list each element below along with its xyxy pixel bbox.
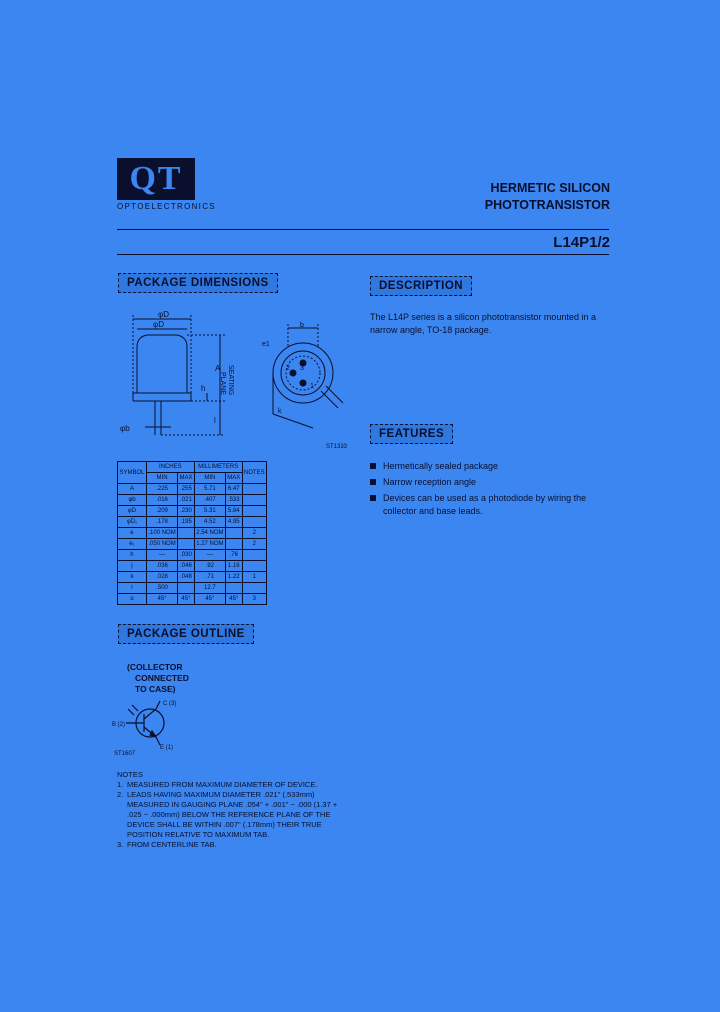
table-row <box>118 484 267 495</box>
pin-3-label: 3 <box>300 365 304 372</box>
table-cell: 1.22 <box>226 572 243 583</box>
dim-label-b: b <box>300 322 304 329</box>
bullet-icon <box>370 495 376 501</box>
table-cell: .050 NOM <box>146 539 177 550</box>
table-cell: 4.52 <box>194 517 225 528</box>
dim-label-e1: e1 <box>262 341 270 348</box>
table-row <box>118 583 267 594</box>
table-body <box>118 484 267 605</box>
base-label: B (2) <box>112 722 126 728</box>
collector-label: C (3) <box>163 701 177 707</box>
pin-1-label: 1 <box>310 383 314 390</box>
table-cell: .71 <box>194 572 225 583</box>
table-cell: .021 <box>178 495 195 506</box>
table-cell: k <box>118 572 147 583</box>
table-cell: 45° <box>178 594 195 605</box>
package-outline-heading: PACKAGE OUTLINE <box>118 624 254 644</box>
dim-label-a: A <box>215 364 221 373</box>
table-cell: l <box>118 583 147 594</box>
plane-label: PLANE <box>219 372 226 395</box>
dim-label-l: l <box>214 416 216 425</box>
table-row <box>118 517 267 528</box>
features-list <box>370 460 610 518</box>
table-row <box>118 506 267 517</box>
table-cell: φb <box>118 495 147 506</box>
table-cell: j <box>118 561 147 572</box>
title-line-2: PHOTOTRANSISTOR <box>484 198 610 212</box>
table-cell: φD₁ <box>118 517 147 528</box>
qt-logo <box>117 158 195 200</box>
notes-title: NOTES <box>117 770 143 779</box>
table-row <box>118 550 267 561</box>
seating-label: SEATING <box>227 365 234 396</box>
package-side-view-drawing <box>115 305 240 450</box>
table-cell: A <box>118 484 147 495</box>
table-cell: 6.47 <box>226 484 243 495</box>
package-bottom-view-drawing <box>258 318 358 458</box>
table-cell <box>178 583 195 594</box>
feature-item: Hermetically sealed package <box>370 460 610 473</box>
note-item: 3. FROM CENTERLINE TAB. <box>117 840 217 849</box>
dim-label-k: k <box>278 408 282 415</box>
table-cell: — <box>194 550 225 561</box>
transistor-symbol-icon <box>112 697 202 757</box>
dim-label-phid: φD <box>158 310 169 319</box>
bullet-icon <box>370 479 376 485</box>
figure-id-2: ST1607 <box>114 751 136 757</box>
table-cell: e₁ <box>118 539 147 550</box>
logo-subtitle: OPTOELECTRONICS <box>117 202 216 211</box>
outline-note-line-1: (COLLECTOR <box>127 662 183 672</box>
description-text: The L14P series is a silicon phototransistor mounted in a narrow angle, TO-18 package. <box>370 312 596 335</box>
table-cell: .76 <box>226 550 243 561</box>
table-cell: .209 <box>146 506 177 517</box>
table-cell: .016 <box>146 495 177 506</box>
table-cell: 1 <box>242 572 266 583</box>
bullet-icon <box>370 463 376 469</box>
table-row <box>118 495 267 506</box>
second-rule <box>117 254 609 255</box>
table-header: NOTES <box>242 462 266 484</box>
title-line-1: HERMETIC SILICON <box>490 181 610 195</box>
table-subheader: MAX <box>226 473 243 484</box>
table-cell <box>242 561 266 572</box>
table-cell: 2.54 NOM <box>194 528 225 539</box>
table-cell: 2 <box>242 539 266 550</box>
emitter-label: E (1) <box>160 745 174 751</box>
table-cell: .500 <box>146 583 177 594</box>
table-cell <box>242 550 266 561</box>
table-cell <box>242 517 266 528</box>
outline-note-line-2: CONNECTED <box>135 673 189 683</box>
table-cell: 4.95 <box>226 517 243 528</box>
feature-item: Devices can be used as a photodiode by wiring the collector and base leads. <box>370 492 610 518</box>
table-cell <box>226 539 243 550</box>
table-cell: .533 <box>226 495 243 506</box>
table-cell: .028 <box>146 572 177 583</box>
table-cell: 5.71 <box>194 484 225 495</box>
table-row <box>118 539 267 550</box>
logo-mark: QT <box>129 160 183 197</box>
table-cell: 3 <box>242 594 266 605</box>
table-cell: .178 <box>146 517 177 528</box>
table-cell: 12.7 <box>194 583 225 594</box>
table-header-row <box>118 462 267 473</box>
dim-label-phib: φb <box>120 424 130 433</box>
table-cell: e <box>118 528 147 539</box>
table-cell <box>178 528 195 539</box>
table-cell: .046 <box>178 561 195 572</box>
table-cell: .255 <box>178 484 195 495</box>
table-cell: φD <box>118 506 147 517</box>
table-subheader: MIN <box>146 473 177 484</box>
table-cell: 5.31 <box>194 506 225 517</box>
table-cell: 2 <box>242 528 266 539</box>
table-header: SYMBOL <box>118 462 147 484</box>
dimensions-table <box>117 461 267 605</box>
table-cell <box>226 528 243 539</box>
notes-block <box>117 770 342 850</box>
table-header: MILLIMETERS <box>194 462 242 473</box>
table-cell: .230 <box>178 506 195 517</box>
table-cell <box>242 484 266 495</box>
table-cell: 5.84 <box>226 506 243 517</box>
outline-note <box>127 662 189 695</box>
table-cell: .030 <box>178 550 195 561</box>
table-row <box>118 528 267 539</box>
table-row <box>118 594 267 605</box>
table-subheader: MAX <box>178 473 195 484</box>
table-cell: .036 <box>146 561 177 572</box>
table-header: INCHES <box>146 462 194 473</box>
feature-item: Narrow reception angle <box>370 476 610 489</box>
part-number: L14P1/2 <box>553 234 610 251</box>
top-rule <box>117 229 609 230</box>
table-cell <box>242 495 266 506</box>
table-cell: .048 <box>178 572 195 583</box>
pin-2-label: 2 <box>286 365 290 372</box>
table-cell: — <box>146 550 177 561</box>
table-cell <box>242 506 266 517</box>
table-cell: .195 <box>178 517 195 528</box>
figure-id-1: ST1333 <box>326 444 348 450</box>
table-cell: .92 <box>194 561 225 572</box>
table-row <box>118 572 267 583</box>
table-cell: 45° <box>226 594 243 605</box>
table-cell: 45° <box>146 594 177 605</box>
table-cell: .407 <box>194 495 225 506</box>
note-item: 1. MEASURED FROM MAXIMUM DIAMETER OF DEVICE. <box>117 780 318 789</box>
table-cell: 45° <box>194 594 225 605</box>
features-heading: FEATURES <box>370 424 453 444</box>
table-cell: α <box>118 594 147 605</box>
table-cell <box>178 539 195 550</box>
table-row <box>118 561 267 572</box>
table-cell: .225 <box>146 484 177 495</box>
table-cell: .100 NOM <box>146 528 177 539</box>
dim-label-phid1: φD <box>153 320 164 329</box>
package-dimensions-heading: PACKAGE DIMENSIONS <box>118 273 278 293</box>
table-cell: h <box>118 550 147 561</box>
table-cell: 1.27 NOM <box>194 539 225 550</box>
table-cell <box>242 583 266 594</box>
outline-note-line-3: TO CASE) <box>135 684 176 694</box>
table-cell: 1.16 <box>226 561 243 572</box>
dim-label-h: h <box>201 384 206 393</box>
note-item: 2. LEADS HAVING MAXIMUM DIAMETER .021" (.533mm) MEASURED IN GAUGING PLANE .054" + .001" − .000 (1.37 + .025 − .000mm) BELOW THE REFERENCE PLANE OF THE DEVICE SHALL BE WITHIN .007" (.178mm) THEIR TRUE POSITION RELATIVE TO MAXIMUM TAB. <box>117 790 338 839</box>
table-cell <box>226 583 243 594</box>
description-heading: DESCRIPTION <box>370 276 472 296</box>
table-subheader: MIN <box>194 473 225 484</box>
